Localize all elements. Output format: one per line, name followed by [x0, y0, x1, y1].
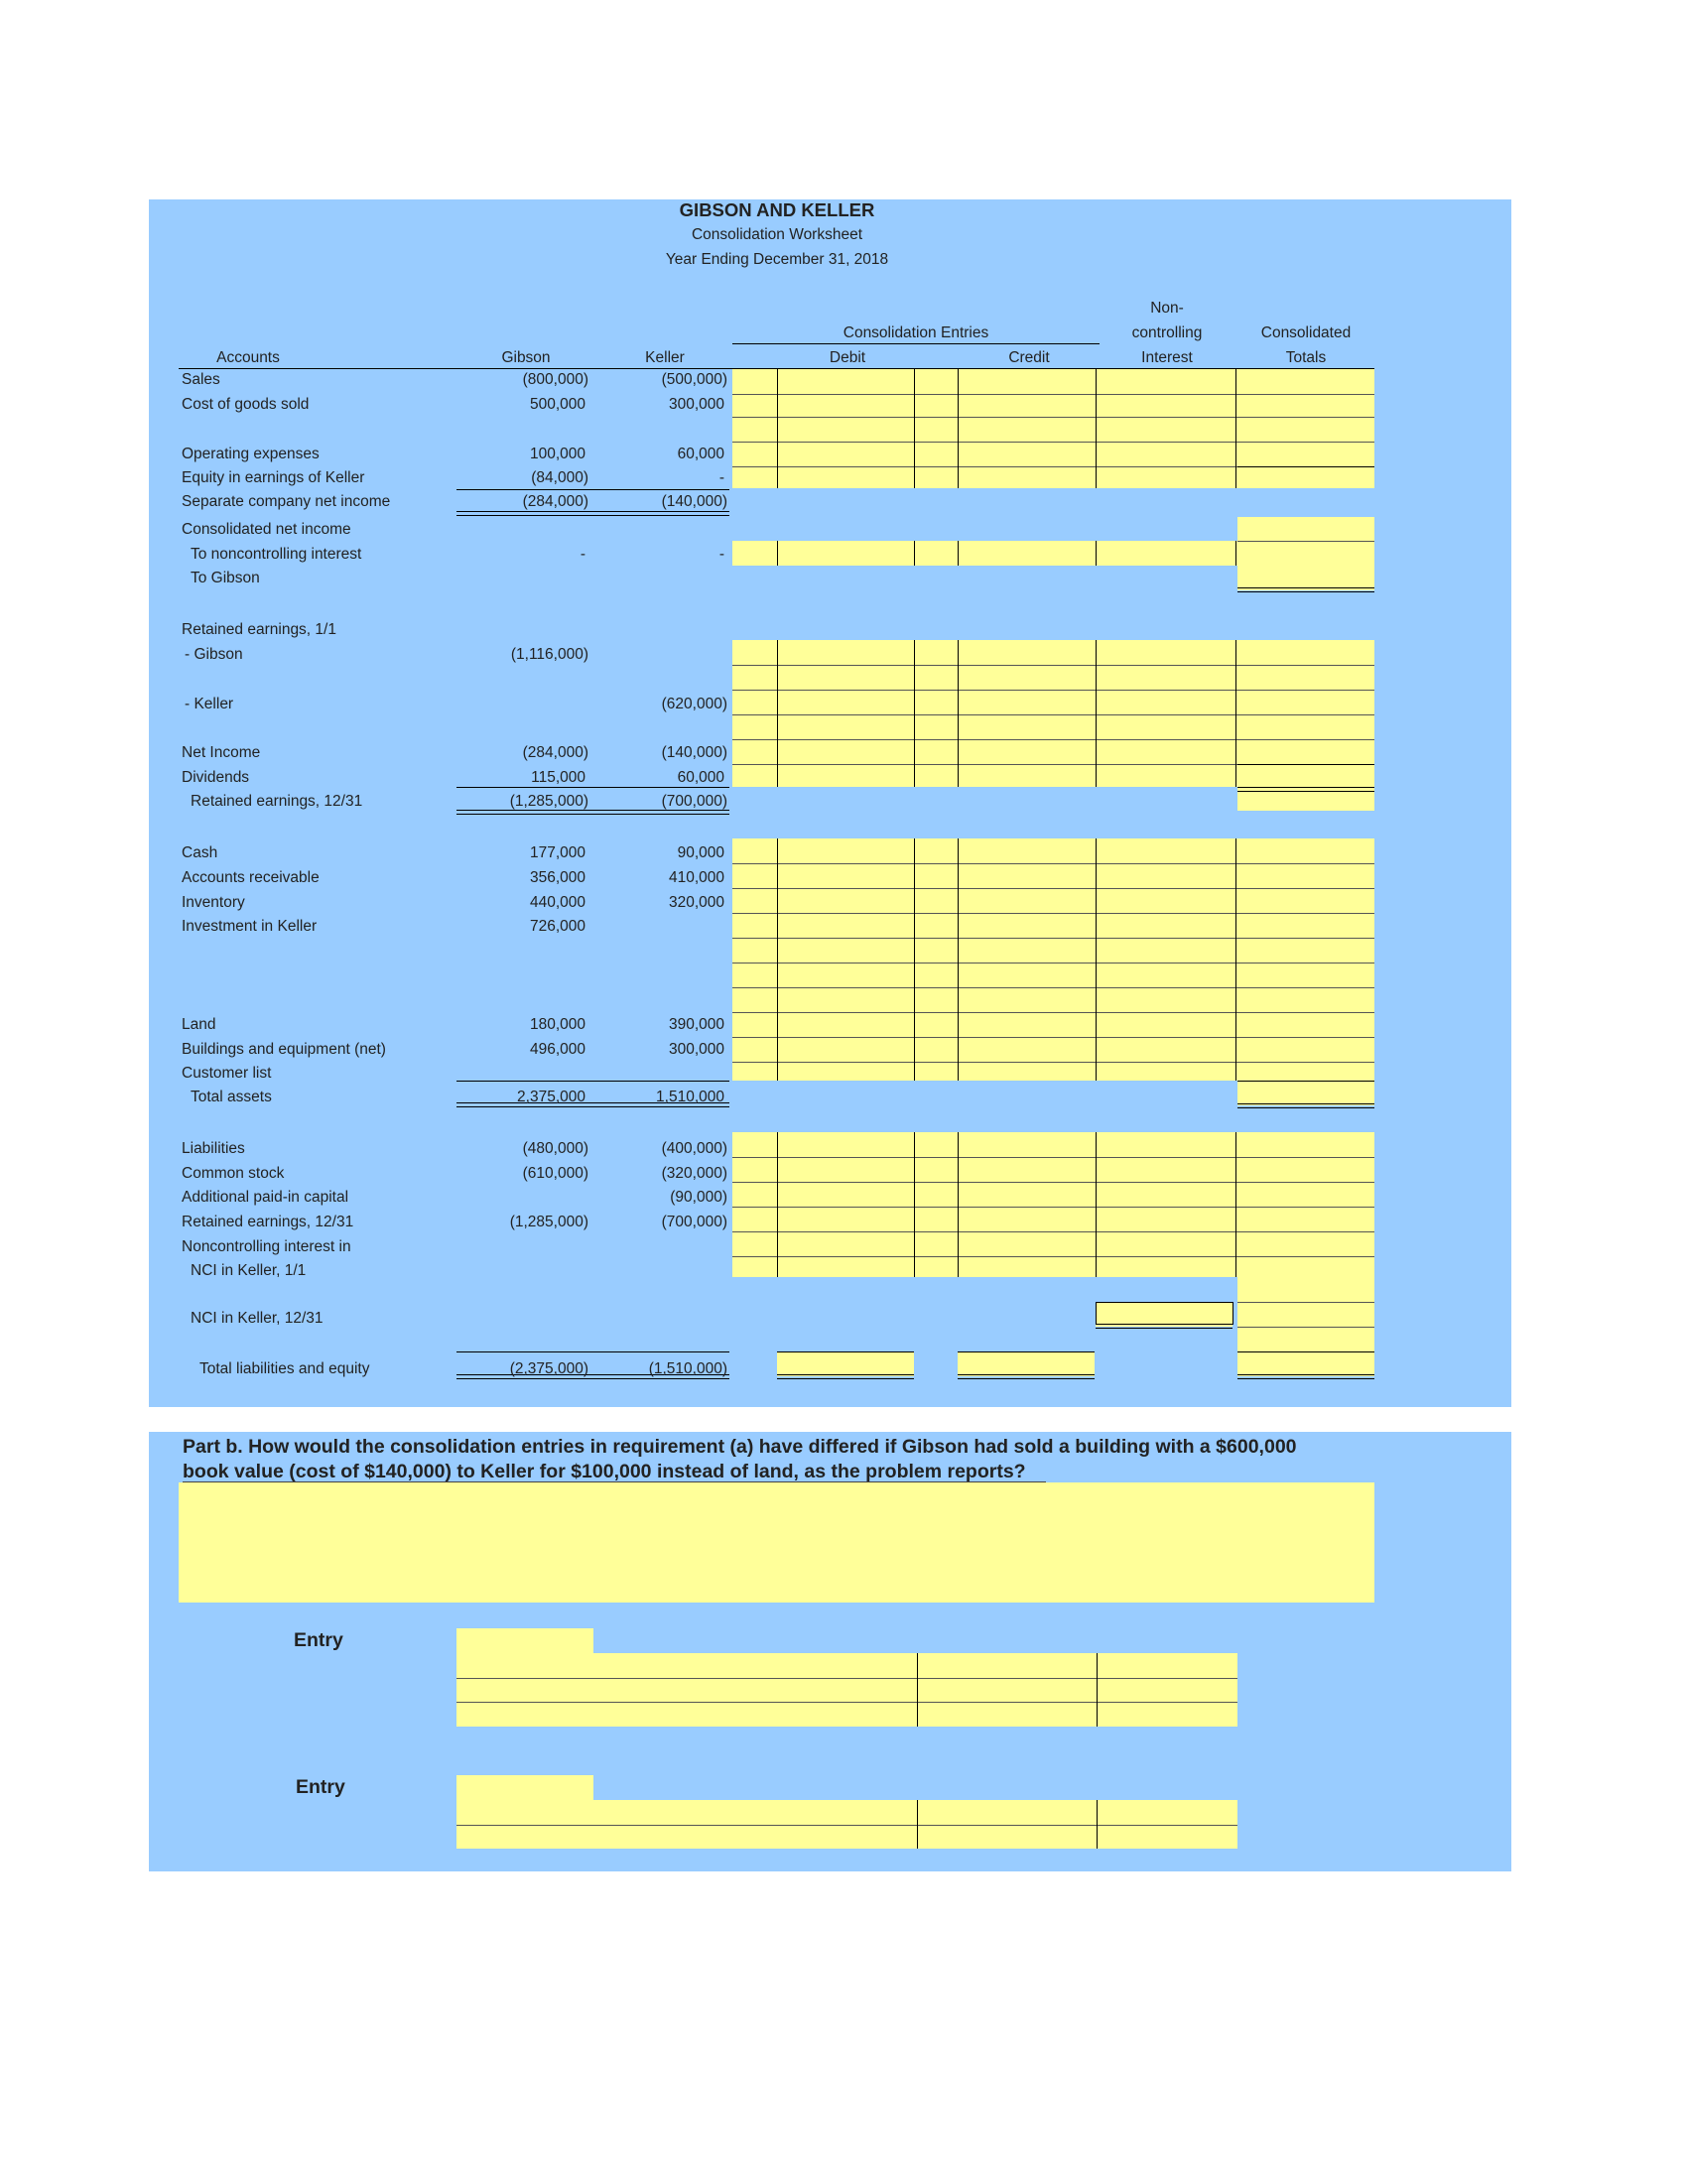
gibson-re-1231-b: (1,285,000)	[509, 1214, 588, 1230]
part-b-answer-box[interactable]	[179, 1482, 1374, 1603]
grid-divider	[1096, 1132, 1097, 1277]
keller-total-le: (1,510,000)	[648, 1360, 727, 1377]
col-header-keller: Keller	[645, 349, 685, 366]
grid-divider	[777, 838, 778, 1081]
row-label-to-gibson: To Gibson	[191, 570, 260, 586]
keller-inventory: 320,000	[668, 894, 724, 911]
keller-liabilities: (400,000)	[661, 1140, 727, 1157]
grid-divider	[914, 369, 915, 488]
grid-line	[732, 739, 1374, 740]
total-rule	[1237, 1351, 1374, 1352]
row-label-to-nci: To noncontrolling interest	[191, 546, 362, 563]
keller-dividends: 60,000	[677, 769, 724, 786]
grid-divider	[958, 1132, 959, 1277]
nci-divider	[1096, 1302, 1097, 1325]
gibson-re-gibson: (1,116,000)	[510, 646, 588, 663]
grid-line	[456, 1825, 1237, 1826]
row-label-inventory: Inventory	[182, 894, 245, 911]
nci-rule	[1096, 1302, 1233, 1303]
input-total-le[interactable]	[1237, 1351, 1374, 1376]
row-label-opex: Operating expenses	[182, 446, 320, 462]
grid-divider	[917, 1800, 918, 1849]
gibson-cogs: 500,000	[529, 396, 585, 413]
keller-equity-earnings: -	[718, 469, 724, 486]
grid-divider	[777, 541, 778, 566]
gibson-sales: (800,000)	[522, 371, 588, 388]
grid-line	[732, 1012, 1374, 1013]
row-label-total-le: Total liabilities and equity	[199, 1360, 370, 1377]
grid-line	[732, 1207, 1374, 1208]
keller-sales: (500,000)	[661, 371, 727, 388]
gibson-liabilities: (480,000)	[522, 1140, 588, 1157]
gibson-equity-earnings: (84,000)	[531, 469, 588, 486]
grid-divider	[958, 838, 959, 1081]
grid-divider	[1096, 838, 1097, 1081]
entry-2-name-input[interactable]	[456, 1775, 593, 1800]
grid-divider	[777, 369, 778, 488]
subtotal-rule	[456, 1351, 729, 1352]
grid-line	[1237, 541, 1374, 542]
row-label-total-assets: Total assets	[191, 1089, 272, 1105]
col-header-nci-3: Interest	[1141, 349, 1193, 366]
grid-line	[732, 1062, 1374, 1063]
grid-line	[732, 863, 1374, 864]
col-header-debit: Debit	[829, 349, 866, 366]
row-label-nci-1231: NCI in Keller, 12/31	[191, 1310, 324, 1327]
grid-line	[456, 1702, 1237, 1703]
gibson-buildings: 496,000	[529, 1041, 585, 1058]
input-grid-to-nci[interactable]	[732, 541, 1374, 566]
row-label-land: Land	[182, 1016, 216, 1033]
keller-ar: 410,000	[668, 869, 724, 886]
grid-divider	[1235, 541, 1236, 566]
keller-total-assets: 1,510,000	[656, 1089, 724, 1105]
col-header-nci-1: Non-	[1150, 300, 1184, 317]
grid-line	[732, 888, 1374, 889]
keller-apic: (90,000)	[670, 1189, 727, 1206]
gibson-separate-ni: (284,000)	[522, 493, 588, 510]
col-header-accounts: Accounts	[216, 349, 280, 366]
grid-line	[732, 442, 1374, 443]
keller-land: 390,000	[668, 1016, 724, 1033]
total-rule	[958, 1351, 1095, 1352]
gibson-opex: 100,000	[529, 446, 585, 462]
total-double-rule	[1237, 1374, 1374, 1379]
keller-cash: 90,000	[677, 844, 724, 861]
grid-divider	[914, 541, 915, 566]
grid-divider	[914, 1132, 915, 1277]
gibson-total-assets: 2,375,000	[517, 1089, 585, 1105]
keller-buildings: 300,000	[668, 1041, 724, 1058]
grid-line	[732, 913, 1374, 914]
row-label-apic: Additional paid-in capital	[182, 1189, 349, 1206]
gibson-investment: 726,000	[529, 918, 585, 935]
entry-1-grid[interactable]	[456, 1653, 1237, 1727]
gibson-to-nci: -	[580, 546, 585, 563]
grid-line	[732, 938, 1374, 939]
grid-divider	[917, 1653, 918, 1727]
keller-opex: 60,000	[677, 446, 724, 462]
input-nci-gap-2[interactable]	[1237, 1327, 1374, 1351]
row-label-consolidated-ni: Consolidated net income	[182, 521, 351, 538]
grid-line	[1237, 1302, 1374, 1303]
grid-line	[456, 1678, 1237, 1679]
input-nci-1231-total[interactable]	[1237, 1302, 1374, 1327]
keller-cogs: 300,000	[668, 396, 724, 413]
col-header-gibson: Gibson	[501, 349, 551, 366]
part-b-question-line2: book value (cost of $140,000) to Keller for $100,000 instead of land, as the problem reports?	[183, 1461, 1026, 1482]
row-label-customer-list: Customer list	[182, 1065, 272, 1082]
grid-divider	[1235, 369, 1236, 488]
grid-line	[732, 963, 1374, 964]
subtotal-rule	[456, 1081, 729, 1082]
row-label-common-stock: Common stock	[182, 1165, 285, 1182]
grid-divider	[1096, 640, 1097, 787]
gibson-net-income: (284,000)	[522, 744, 588, 761]
keller-to-nci: -	[718, 546, 724, 563]
row-label-sales: Sales	[182, 371, 220, 388]
grid-divider	[1096, 369, 1097, 488]
keller-separate-ni: (140,000)	[661, 493, 727, 510]
total-double-rule	[1237, 787, 1374, 792]
grid-divider	[958, 369, 959, 488]
gibson-common-stock: (610,000)	[522, 1165, 588, 1182]
subtotal-rule	[456, 489, 729, 490]
grid-divider	[1235, 1132, 1236, 1277]
row-label-re-1231-b: Retained earnings, 12/31	[182, 1214, 354, 1230]
input-consolidated-net-income[interactable]	[1237, 517, 1374, 541]
grid-divider	[914, 640, 915, 787]
row-label-re-gibson: - Gibson	[185, 646, 243, 663]
keller-common-stock: (320,000)	[661, 1165, 727, 1182]
row-label-dividends: Dividends	[182, 769, 250, 786]
entry-1-name-input[interactable]	[456, 1628, 593, 1653]
consolidation-entries-rule	[732, 343, 1100, 344]
input-grid-income[interactable]	[732, 369, 1374, 488]
entry-label-1: Entry	[294, 1629, 343, 1651]
gibson-ar: 356,000	[529, 869, 585, 886]
row-label-equity-earnings: Equity in earnings of Keller	[182, 469, 365, 486]
grid-line	[732, 1182, 1374, 1183]
total-double-rule	[958, 1374, 1095, 1379]
total-double-rule	[777, 1374, 914, 1379]
row-label-re-1231: Retained earnings, 12/31	[191, 793, 363, 810]
total-rule	[1237, 764, 1374, 765]
part-b-question: Part b. How would the consolidation entries in requirement (a) have differed if Gibson had sold a building with a $600,000	[183, 1436, 1297, 1458]
grid-divider	[958, 541, 959, 566]
keller-re-1231: (700,000)	[661, 793, 727, 810]
grid-line	[732, 665, 1374, 666]
gibson-inventory: 440,000	[529, 894, 585, 911]
grid-divider	[1097, 1653, 1098, 1727]
row-label-cogs: Cost of goods sold	[182, 396, 310, 413]
grid-line	[732, 417, 1374, 418]
gibson-land: 180,000	[529, 1016, 585, 1033]
worksheet-subtitle: Consolidation Worksheet	[691, 226, 863, 243]
grid-line	[732, 714, 1374, 715]
row-label-cash: Cash	[182, 844, 218, 861]
grid-line	[732, 1157, 1374, 1158]
col-header-consolidated-2: Totals	[1285, 349, 1327, 366]
grid-line	[732, 987, 1374, 988]
gibson-cash: 177,000	[529, 844, 585, 861]
grid-divider	[777, 1132, 778, 1277]
row-label-re-keller: - Keller	[185, 696, 234, 712]
grid-line	[732, 690, 1374, 691]
grid-line	[732, 394, 1374, 395]
row-label-nci-in: Noncontrolling interest in	[182, 1238, 351, 1255]
grid-line	[1237, 1327, 1374, 1328]
gibson-re-1231: (1,285,000)	[509, 793, 588, 810]
grid-divider	[1235, 640, 1236, 787]
keller-net-income: (140,000)	[661, 744, 727, 761]
keller-re-keller: (620,000)	[661, 696, 727, 712]
grid-divider	[1097, 1800, 1098, 1849]
grid-divider	[958, 640, 959, 787]
col-header-consolidation-entries: Consolidation Entries	[843, 324, 989, 341]
total-rule	[1237, 466, 1374, 467]
total-double-rule	[1237, 1103, 1374, 1108]
entry-label-2: Entry	[296, 1776, 345, 1798]
row-label-re-11: Retained earnings, 1/1	[182, 621, 336, 638]
input-total-debit[interactable]	[777, 1351, 914, 1376]
col-header-credit: Credit	[1008, 349, 1050, 366]
keller-re-1231-b: (700,000)	[661, 1214, 727, 1230]
total-double-rule	[1237, 587, 1374, 592]
grid-line	[732, 1231, 1374, 1232]
total-rule	[777, 1351, 914, 1352]
grid-divider	[1096, 541, 1097, 566]
grid-divider	[914, 838, 915, 1081]
row-label-investment: Investment in Keller	[182, 918, 318, 935]
row-label-liabilities: Liabilities	[182, 1140, 245, 1157]
row-label-separate-ni: Separate company net income	[182, 493, 391, 510]
input-total-credit[interactable]	[958, 1351, 1095, 1376]
grid-line	[732, 1037, 1374, 1038]
gibson-dividends: 115,000	[531, 769, 585, 786]
input-nci-col-gap[interactable]	[1237, 1277, 1374, 1302]
row-label-nci-11: NCI in Keller, 1/1	[191, 1262, 307, 1279]
row-label-net-income: Net Income	[182, 744, 261, 761]
input-grid-assets[interactable]	[732, 838, 1374, 1081]
grid-line	[732, 1256, 1374, 1257]
grid-divider	[1235, 838, 1236, 1081]
col-header-nci-2: controlling	[1131, 324, 1203, 341]
row-label-ar: Accounts receivable	[182, 869, 320, 886]
col-header-consolidated-1: Consolidated	[1260, 324, 1352, 341]
row-label-buildings: Buildings and equipment (net)	[182, 1041, 386, 1058]
total-rule	[1237, 1081, 1374, 1082]
worksheet-period: Year Ending December 31, 2018	[665, 251, 889, 268]
gibson-total-le: (2,375,000)	[509, 1360, 588, 1377]
worksheet-title: GIBSON AND KELLER	[679, 199, 875, 220]
nci-double-rule	[1096, 1324, 1233, 1329]
input-total-assets[interactable]	[1237, 1081, 1374, 1105]
grid-divider	[777, 640, 778, 787]
